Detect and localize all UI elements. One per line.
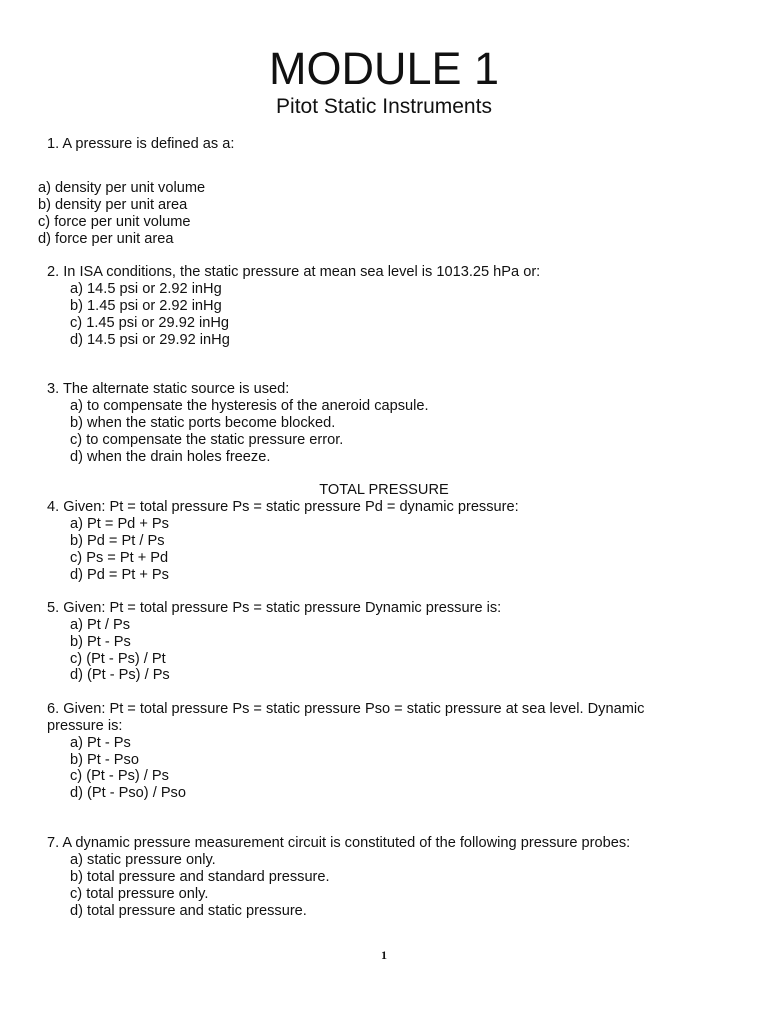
question-7-option-a: a) static pressure only.: [70, 852, 216, 868]
question-3-option-d: d) when the drain holes freeze.: [70, 449, 271, 465]
question-6-option-c: c) (Pt - Ps) / Ps: [70, 768, 169, 784]
question-1-option-b: b) density per unit area: [38, 197, 188, 213]
question-3-text: 3. The alternate static source is used:: [47, 381, 290, 397]
question-6-option-a: a) Pt - Ps: [70, 735, 131, 751]
question-1-text: 1. A pressure is defined as a:: [47, 136, 235, 152]
question-4-option-a: a) Pt = Pd + Ps: [70, 516, 169, 532]
question-3-option-b: b) when the static ports become blocked.: [70, 415, 336, 431]
question-2-text: 2. In ISA conditions, the static pressure at mean sea level is 1013.25 hPa or:: [47, 264, 541, 280]
question-2-option-a: a) 14.5 psi or 2.92 inHg: [70, 281, 222, 297]
question-5-option-a: a) Pt / Ps: [70, 617, 131, 633]
question-4-option-c: c) Ps = Pt + Pd: [70, 550, 169, 566]
question-1-option-c: c) force per unit volume: [38, 214, 191, 230]
question-5-option-d: d) (Pt - Ps) / Ps: [70, 667, 170, 683]
section-heading-total-pressure: TOTAL PRESSURE: [319, 482, 449, 498]
question-2-option-c: c) 1.45 psi or 29.92 inHg: [70, 315, 229, 331]
page-subtitle: Pitot Static Instruments: [276, 95, 492, 118]
question-6-text-line-2: pressure is:: [47, 718, 123, 734]
question-7-option-d: d) total pressure and static pressure.: [70, 903, 307, 919]
question-3-option-a: a) to compensate the hysteresis of the aneroid capsule.: [70, 398, 429, 414]
question-2-option-d: d) 14.5 psi or 29.92 inHg: [70, 332, 230, 348]
question-5-option-b: b) Pt - Ps: [70, 634, 131, 650]
question-7-option-c: c) total pressure only.: [70, 886, 209, 902]
page-title: MODULE 1: [268, 43, 500, 94]
question-5-text: 5. Given: Pt = total pressure Ps = static pressure Dynamic pressure is:: [47, 600, 502, 616]
question-6-option-d: d) (Pt - Pso) / Pso: [70, 785, 186, 801]
question-1-option-a: a) density per unit volume: [38, 180, 206, 196]
question-5-option-c: c) (Pt - Ps) / Pt: [70, 651, 166, 667]
question-4-option-b: b) Pd = Pt / Ps: [70, 533, 165, 549]
question-1-option-d: d) force per unit area: [38, 231, 174, 247]
question-7-option-b: b) total pressure and standard pressure.: [70, 869, 330, 885]
page-number: 1: [381, 948, 387, 962]
question-7-text: 7. A dynamic pressure measurement circuit is constituted of the following pressure probes:: [47, 835, 631, 851]
question-3-option-c: c) to compensate the static pressure error.: [70, 432, 344, 448]
question-4-option-d: d) Pd = Pt + Ps: [70, 567, 169, 583]
question-6-option-b: b) Pt - Pso: [70, 752, 139, 768]
question-4-text: 4. Given: Pt = total pressure Ps = static pressure Pd = dynamic pressure:: [47, 499, 519, 515]
question-6-text-line-1: 6. Given: Pt = total pressure Ps = static pressure Pso = static pressure at sea level. Dynamic: [47, 701, 645, 717]
question-2-option-b: b) 1.45 psi or 2.92 inHg: [70, 298, 222, 314]
